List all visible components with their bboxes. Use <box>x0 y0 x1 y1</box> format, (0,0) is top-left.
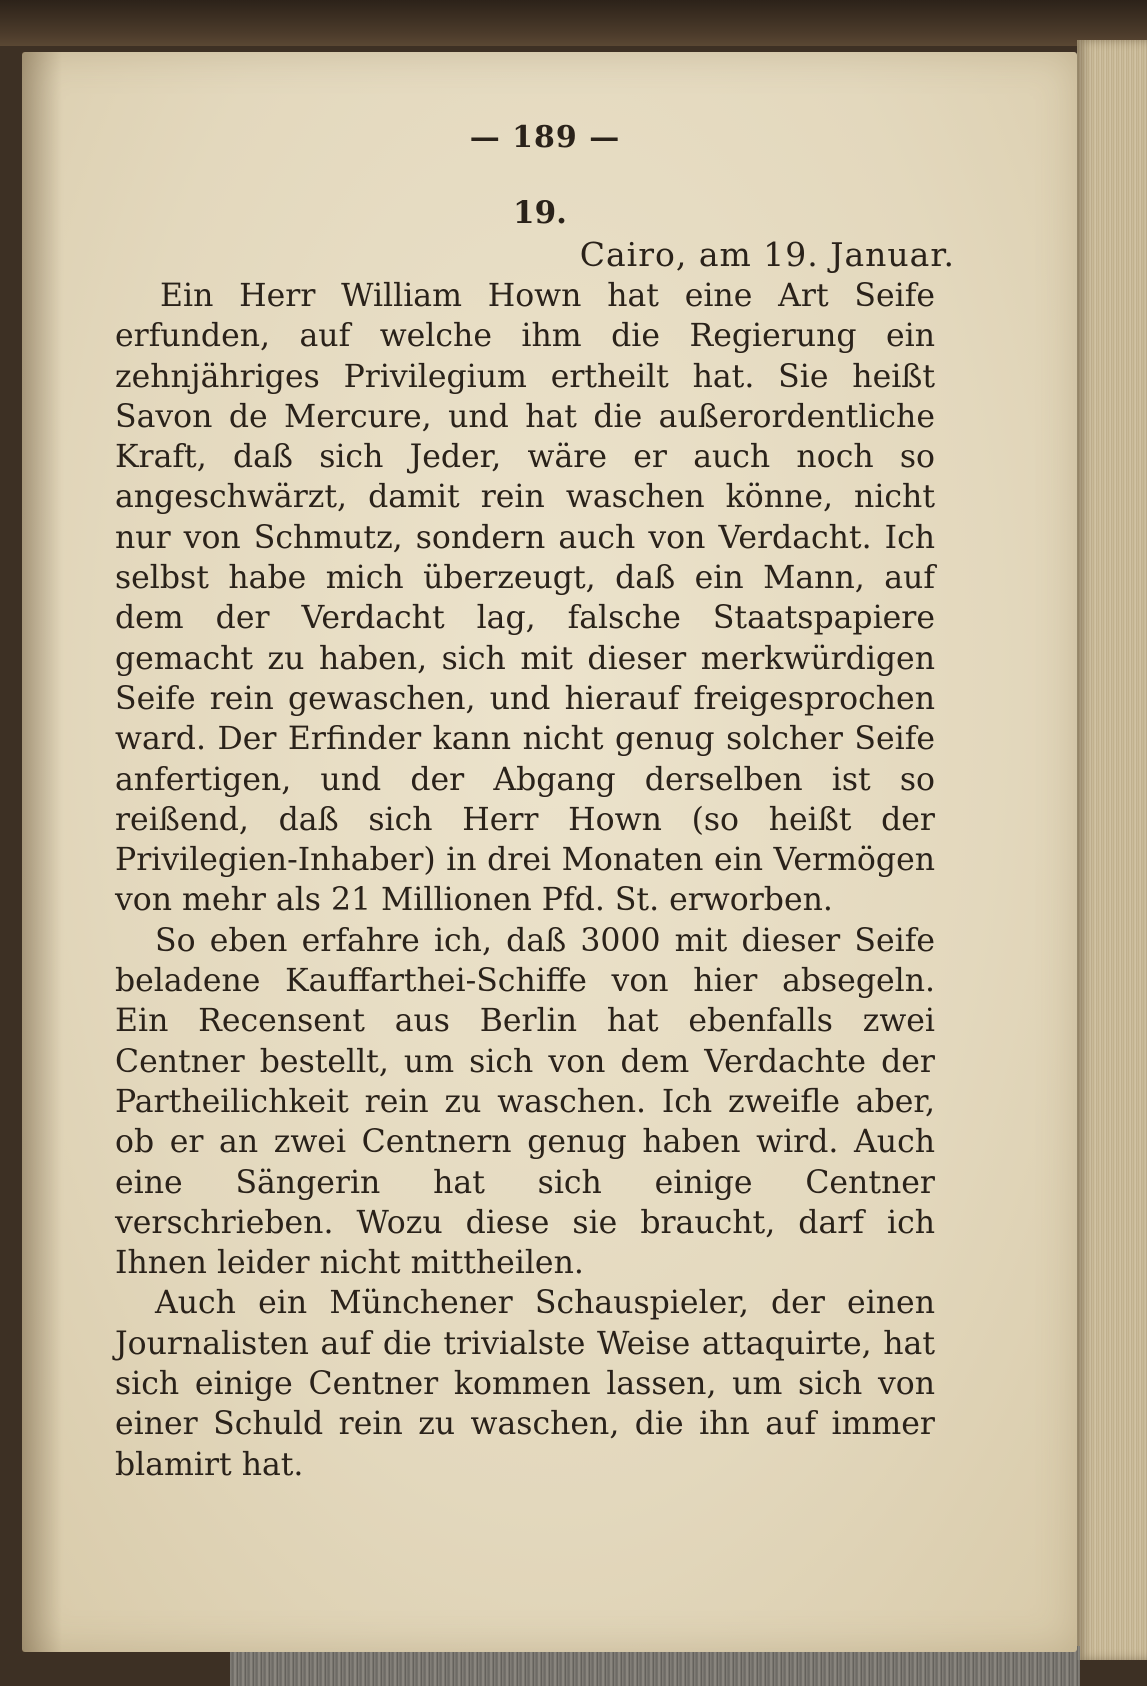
paragraph: Ein Herr William Hown hat eine Art Seife erfunden, auf welche ihm die Regierung ein zehnjähriges Privilegium ertheilt hat. Sie heißt Savon de Mercure, und hat die außerordentliche Kraft, daß sich Jeder, wäre er auch noch so angeschwärzt, damit rein waschen könne, nicht nur von Schmutz, sondern auch von Verdacht. Ich selbst habe mich überzeugt, daß ein Mann, auf dem der Verdacht lag, falsche Staatspapiere gemacht zu haben, sich mit dieser merkwürdigen Seife rein gewaschen, und hierauf freigesprochen ward. Der Erfinder kann nicht genug solcher Seife anfertigen, und der Abgang derselben ist so reißend, daß sich Herr Hown (so heißt der Privilegien-Inhaber) in drei Monaten ein Vermögen von mehr als 21 Millionen Pfd. St. erworben. <box>115 278 935 919</box>
book-top-edge <box>0 0 1147 46</box>
paragraph: Auch ein Münchener Schauspieler, der einen Journalisten auf die trivialste Weise attaquirte, hat sich einige Centner kommen lassen, um sich von einer Schuld rein zu waschen, die ihn auf immer blamirt hat. <box>115 1285 935 1483</box>
page-edges <box>1077 40 1147 1660</box>
page-content <box>115 120 955 1485</box>
gutter-shadow <box>22 52 62 1652</box>
body-text <box>115 276 935 1485</box>
paragraph: So eben erfahre ich, daß 3000 mit dieser Seife beladene Kauffarthei-Schiffe von hier absegeln. Ein Recensent aus Berlin hat ebenfalls zwei Centner bestellt, um sich von dem Verdachte der Partheilichkeit rein zu waschen. Ich zweifle aber, ob er an zwei Centnern genug haben wird. Auch eine Sängerin hat sich einige Centner verschrieben. Wozu diese sie braucht, darf ich Ihnen leider nicht mittheilen. <box>115 922 935 1282</box>
page-number: — 189 — <box>469 120 621 155</box>
bottom-page-edges <box>230 1646 1080 1686</box>
dateline: Cairo, am 19. Januar. <box>579 235 955 274</box>
entry-number: 19. <box>513 195 567 231</box>
